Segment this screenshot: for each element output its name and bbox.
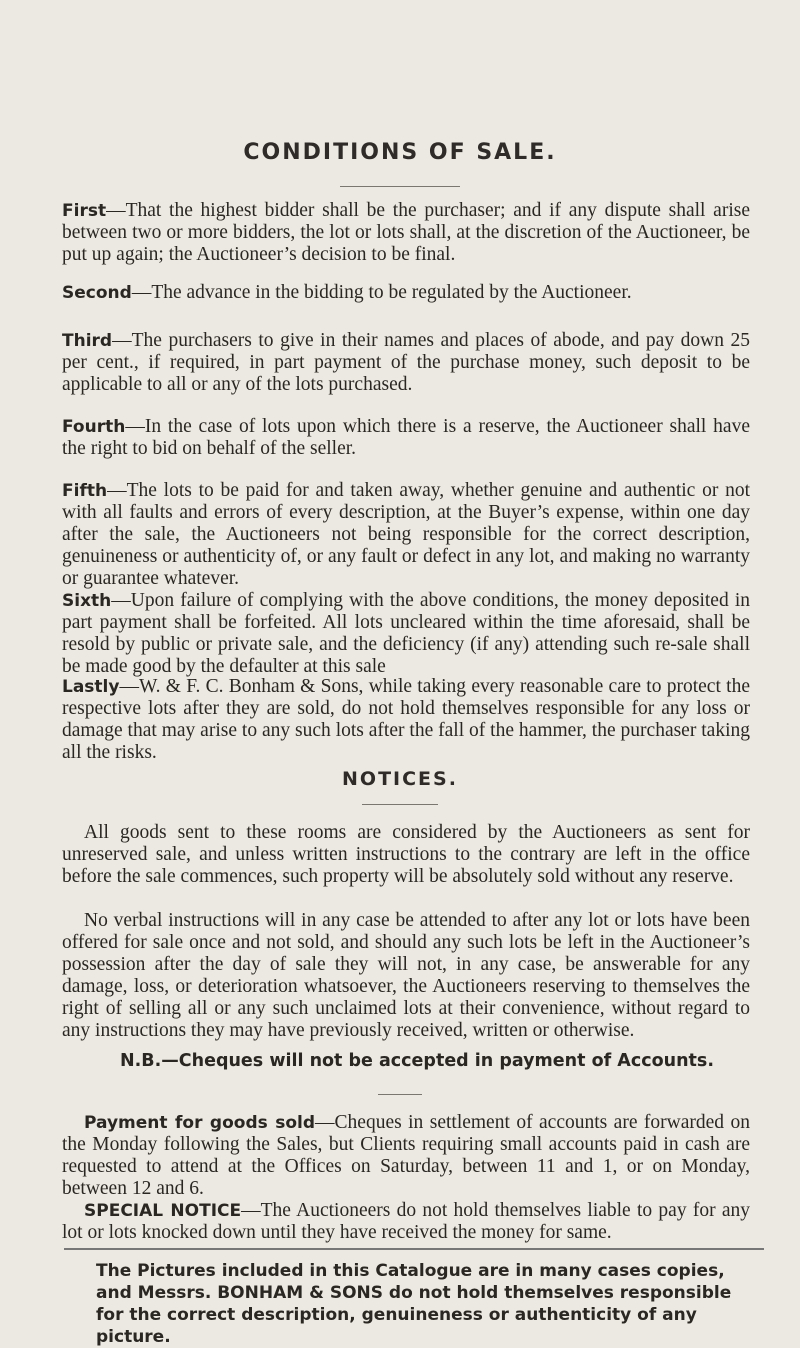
condition-text: —W. & F. C. Bonham & Sons, while taking every reasonable care to protect the respective lots after they are sold, do not hold themselves responsible for any loss or damage that may arise to any such lots after the fall of the hammer, the purchaser taking all the risks.	[62, 676, 750, 763]
payment-lead: Payment for goods sold	[84, 1113, 316, 1133]
condition-sixth	[62, 590, 750, 678]
disclaimer-divider	[64, 1248, 764, 1250]
special-lead: SPECIAL NOTICE	[84, 1201, 242, 1221]
condition-fifth	[62, 480, 750, 590]
title-divider	[340, 186, 460, 187]
page-title: CONDITIONS OF SALE.	[243, 140, 557, 165]
condition-text: —In the case of lots upon which there is a reserve, the Auctioneer shall have the right to bid on behalf of the seller.	[62, 416, 750, 459]
notice-unreserved	[62, 822, 750, 888]
condition-second	[62, 282, 750, 304]
condition-text: —Upon failure of complying with the above conditions, the money deposited in part payment shall be forfeited. All lots uncleared within the time aforesaid, shall be resold by public or private sale, and the deficiency (if any) attending such re-sale shall be made good by the defaulter at this sale	[62, 590, 750, 677]
notices-title: NOTICES.	[342, 768, 458, 790]
condition-lead: Fourth	[62, 417, 126, 437]
special-text: —The Auctioneers do not hold themselves liable to pay for any lot or lots knocked down until they have received the money for same.	[62, 1200, 750, 1243]
condition-lead: Fifth	[62, 481, 108, 501]
disclaimer-text: The Pictures included in this Catalogue are in many cases copies, and Messrs. BONHAM & SONS do not hold themselves responsible for the correct description, genuineness or authenticity of any picture.	[96, 1261, 732, 1347]
condition-text: —That the highest bidder shall be the purchaser; and if any dispute shall arise between two or more bidders, the lot or lots shall, at the discretion of the Auctioneer, be put up again; the Auctioneer’s decision to be final.	[62, 200, 750, 265]
condition-third	[62, 330, 750, 396]
condition-lead: Sixth	[62, 591, 112, 611]
notices-heading-wrap	[0, 768, 800, 790]
condition-lead: Lastly	[62, 677, 120, 697]
condition-first	[62, 200, 750, 266]
payment-text: —Cheques in settlement of accounts are forwarded on the Monday following the Sales, but Clients requiring small accounts paid in cash are requested to attend at the Offices on Saturday, between 11 and 1, or on Monday, between 12 and 6.	[62, 1112, 750, 1199]
notices-divider	[362, 804, 438, 805]
condition-lead: Second	[62, 283, 132, 303]
notice-text: No verbal instructions will in any case be attended to after any lot or lots have been offered for sale once and not sold, and should any such lots be left in the Auctioneer’s possession after the day of sale they will not, in any case, be answerable for any damage, loss, or deterioration whatsoever, the Auctioneers reserving to themselves the right of selling all or any such unclaimed lots at their convenience, without regard to any instructions they may have previously received, written or otherwise.	[62, 910, 750, 1041]
nb-note-wrap	[120, 1050, 750, 1072]
condition-text: —The lots to be paid for and taken away, whether genuine and authentic or not with all faults and errors of every description, at the Buyer’s expense, within one day after the sale, the Auctioneers not being responsible for the correct description, genuineness or authenticity of, or any fault or defect in any lot, and making no warranty or guarantee whatever.	[62, 480, 750, 589]
special-notice	[62, 1200, 750, 1244]
condition-fourth	[62, 416, 750, 460]
condition-lead: Third	[62, 331, 113, 351]
nb-divider	[378, 1094, 422, 1095]
condition-text: —The advance in the bidding to be regulated by the Auctioneer.	[131, 282, 632, 303]
condition-lastly	[62, 676, 750, 764]
nb-note: N.B.—Cheques will not be accepted in payment of Accounts.	[120, 1051, 714, 1071]
disclaimer-block	[96, 1260, 760, 1348]
notice-verbal	[62, 910, 750, 1042]
payment-notice	[62, 1112, 750, 1200]
condition-text: —The purchasers to give in their names and places of abode, and pay down 25 per cent., if required, in part payment of the purchase money, such deposit to be applicable to all or any of the lots purchased.	[62, 330, 750, 395]
notice-text: All goods sent to these rooms are considered by the Auctioneers as sent for unreserved sale, and unless written instructions to the contrary are left in the office before the sale commences, such property will be absolutely sold without any reserve.	[62, 822, 750, 887]
condition-lead: First	[62, 201, 107, 221]
